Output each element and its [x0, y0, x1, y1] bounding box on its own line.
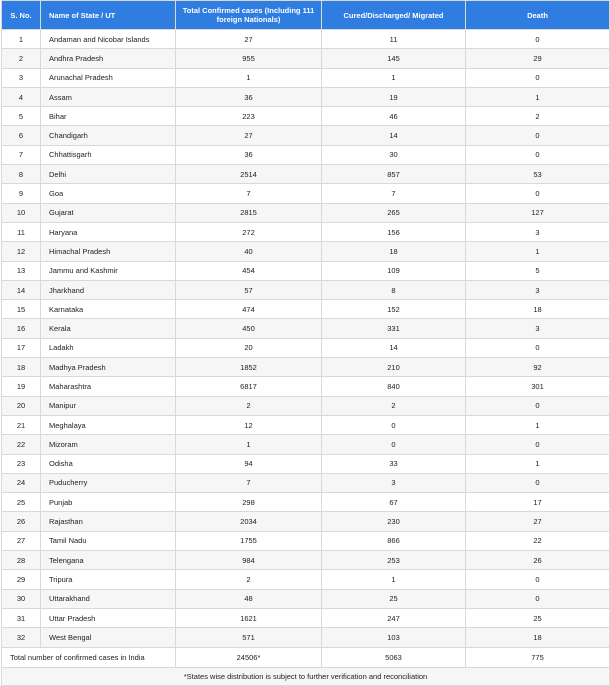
cell-state: Mizoram	[41, 435, 176, 454]
cell-death: 3	[466, 280, 610, 299]
cell-cured: 857	[322, 165, 466, 184]
cell-cured: 866	[322, 531, 466, 550]
cell-sno: 32	[2, 628, 41, 647]
cell-sno: 24	[2, 473, 41, 492]
cell-confirmed: 27	[176, 30, 322, 49]
cell-state: Rajasthan	[41, 512, 176, 531]
cell-sno: 7	[2, 145, 41, 164]
cell-cured: 1	[322, 570, 466, 589]
cell-cured: 265	[322, 203, 466, 222]
cell-sno: 6	[2, 126, 41, 145]
cell-sno: 4	[2, 87, 41, 106]
table-row	[2, 222, 610, 241]
cell-death: 26	[466, 551, 610, 570]
cell-sno: 29	[2, 570, 41, 589]
cell-cured: 0	[322, 435, 466, 454]
cell-death: 0	[466, 570, 610, 589]
cell-death: 1	[466, 454, 610, 473]
cell-cured: 156	[322, 222, 466, 241]
table-row	[2, 126, 610, 145]
cell-sno: 16	[2, 319, 41, 338]
cell-confirmed: 298	[176, 493, 322, 512]
cell-sno: 13	[2, 261, 41, 280]
cell-state: Karnataka	[41, 300, 176, 319]
cell-death: 3	[466, 222, 610, 241]
cell-cured: 2	[322, 396, 466, 415]
cell-death: 92	[466, 358, 610, 377]
cell-state: Gujarat	[41, 203, 176, 222]
cell-confirmed: 2034	[176, 512, 322, 531]
cell-sno: 1	[2, 30, 41, 49]
cell-state: Uttar Pradesh	[41, 608, 176, 627]
cell-cured: 30	[322, 145, 466, 164]
cell-confirmed: 48	[176, 589, 322, 608]
table-row	[2, 68, 610, 87]
cell-cured: 0	[322, 415, 466, 434]
cell-sno: 25	[2, 493, 41, 512]
cell-confirmed: 94	[176, 454, 322, 473]
table-row	[2, 396, 610, 415]
table-row	[2, 87, 610, 106]
cell-cured: 152	[322, 300, 466, 319]
cell-sno: 14	[2, 280, 41, 299]
total-label: Total number of confirmed cases in India	[2, 647, 176, 667]
cell-sno: 8	[2, 165, 41, 184]
cell-state: Tripura	[41, 570, 176, 589]
cell-confirmed: 40	[176, 242, 322, 261]
table-row	[2, 512, 610, 531]
cell-sno: 26	[2, 512, 41, 531]
cell-state: Puducherry	[41, 473, 176, 492]
cell-sno: 3	[2, 68, 41, 87]
table-row	[2, 628, 610, 647]
cell-confirmed: 1	[176, 435, 322, 454]
cell-state: Jharkhand	[41, 280, 176, 299]
cell-sno: 5	[2, 107, 41, 126]
header-sno: S. No.	[2, 1, 41, 30]
cell-cured: 1	[322, 68, 466, 87]
cell-confirmed: 12	[176, 415, 322, 434]
cell-sno: 22	[2, 435, 41, 454]
cell-cured: 11	[322, 30, 466, 49]
header-confirmed: Total Confirmed cases (Including 111 foreign Nationals)	[176, 1, 322, 30]
cell-sno: 23	[2, 454, 41, 473]
cell-sno: 11	[2, 222, 41, 241]
cell-confirmed: 2815	[176, 203, 322, 222]
cell-state: Haryana	[41, 222, 176, 241]
cell-state: Andhra Pradesh	[41, 49, 176, 68]
cell-sno: 9	[2, 184, 41, 203]
table-row	[2, 454, 610, 473]
cell-confirmed: 223	[176, 107, 322, 126]
table-row	[2, 358, 610, 377]
cell-confirmed: 20	[176, 338, 322, 357]
table-row	[2, 184, 610, 203]
cell-sno: 19	[2, 377, 41, 396]
cell-state: Arunachal Pradesh	[41, 68, 176, 87]
cell-death: 5	[466, 261, 610, 280]
table-row	[2, 493, 610, 512]
total-row	[2, 647, 610, 667]
cell-death: 17	[466, 493, 610, 512]
cell-confirmed: 1852	[176, 358, 322, 377]
cell-state: Tamil Nadu	[41, 531, 176, 550]
cell-state: Ladakh	[41, 338, 176, 357]
cell-cured: 247	[322, 608, 466, 627]
header-state: Name of State / UT	[41, 1, 176, 30]
cell-death: 3	[466, 319, 610, 338]
cell-state: West Bengal	[41, 628, 176, 647]
table-row	[2, 551, 610, 570]
table-row	[2, 165, 610, 184]
cell-confirmed: 1	[176, 68, 322, 87]
cell-sno: 10	[2, 203, 41, 222]
table-row	[2, 107, 610, 126]
cell-sno: 28	[2, 551, 41, 570]
cell-confirmed: 57	[176, 280, 322, 299]
cell-state: Andaman and Nicobar Islands	[41, 30, 176, 49]
cell-cured: 145	[322, 49, 466, 68]
cell-cured: 230	[322, 512, 466, 531]
cell-confirmed: 2	[176, 396, 322, 415]
cell-death: 0	[466, 473, 610, 492]
cell-sno: 20	[2, 396, 41, 415]
cell-death: 2	[466, 107, 610, 126]
table-row	[2, 338, 610, 357]
cell-confirmed: 454	[176, 261, 322, 280]
cell-confirmed: 7	[176, 184, 322, 203]
cell-state: Assam	[41, 87, 176, 106]
cell-sno: 17	[2, 338, 41, 357]
cell-death: 1	[466, 415, 610, 434]
cell-confirmed: 6817	[176, 377, 322, 396]
cell-cured: 3	[322, 473, 466, 492]
cell-confirmed: 36	[176, 145, 322, 164]
cell-state: Telengana	[41, 551, 176, 570]
cell-state: Chhattisgarh	[41, 145, 176, 164]
table-row	[2, 531, 610, 550]
cell-state: Goa	[41, 184, 176, 203]
cell-death: 0	[466, 126, 610, 145]
cell-state: Jammu and Kashmir	[41, 261, 176, 280]
cell-confirmed: 1621	[176, 608, 322, 627]
cell-sno: 21	[2, 415, 41, 434]
cell-confirmed: 27	[176, 126, 322, 145]
covid-state-table	[1, 0, 610, 686]
cell-death: 0	[466, 30, 610, 49]
cell-death: 29	[466, 49, 610, 68]
cell-state: Odisha	[41, 454, 176, 473]
cell-cured: 8	[322, 280, 466, 299]
table-header	[2, 1, 610, 30]
cell-cured: 18	[322, 242, 466, 261]
cell-state: Punjab	[41, 493, 176, 512]
cell-death: 18	[466, 628, 610, 647]
cell-death: 301	[466, 377, 610, 396]
table-row	[2, 261, 610, 280]
cell-state: Meghalaya	[41, 415, 176, 434]
cell-sno: 15	[2, 300, 41, 319]
cell-cured: 210	[322, 358, 466, 377]
header-cured: Cured/Discharged/ Migrated	[322, 1, 466, 30]
header-row	[2, 1, 610, 30]
table-row	[2, 30, 610, 49]
cell-death: 18	[466, 300, 610, 319]
cell-state: Bihar	[41, 107, 176, 126]
table-row	[2, 473, 610, 492]
total-death: 775	[466, 647, 610, 667]
table-row	[2, 608, 610, 627]
cell-sno: 31	[2, 608, 41, 627]
cell-confirmed: 1755	[176, 531, 322, 550]
cell-cured: 331	[322, 319, 466, 338]
cell-cured: 46	[322, 107, 466, 126]
cell-sno: 18	[2, 358, 41, 377]
table-row	[2, 435, 610, 454]
table-row	[2, 319, 610, 338]
cell-cured: 109	[322, 261, 466, 280]
cell-cured: 14	[322, 126, 466, 145]
cell-confirmed: 7	[176, 473, 322, 492]
cell-death: 0	[466, 184, 610, 203]
cell-death: 0	[466, 589, 610, 608]
total-cured: 5063	[322, 647, 466, 667]
cell-state: Madhya Pradesh	[41, 358, 176, 377]
cell-confirmed: 272	[176, 222, 322, 241]
cell-cured: 7	[322, 184, 466, 203]
cell-confirmed: 984	[176, 551, 322, 570]
header-death: Death	[466, 1, 610, 30]
cell-confirmed: 571	[176, 628, 322, 647]
cell-death: 0	[466, 396, 610, 415]
cell-sno: 30	[2, 589, 41, 608]
table-row	[2, 570, 610, 589]
cell-confirmed: 36	[176, 87, 322, 106]
cell-state: Maharashtra	[41, 377, 176, 396]
cell-death: 27	[466, 512, 610, 531]
cell-confirmed: 2	[176, 570, 322, 589]
cell-death: 0	[466, 145, 610, 164]
cell-death: 1	[466, 87, 610, 106]
cell-death: 127	[466, 203, 610, 222]
note-row	[2, 667, 610, 685]
cell-cured: 25	[322, 589, 466, 608]
table-body	[2, 30, 610, 686]
cell-state: Manipur	[41, 396, 176, 415]
table-row	[2, 300, 610, 319]
cell-death: 25	[466, 608, 610, 627]
cell-state: Chandigarh	[41, 126, 176, 145]
cell-death: 53	[466, 165, 610, 184]
cell-cured: 33	[322, 454, 466, 473]
cell-death: 22	[466, 531, 610, 550]
cell-sno: 12	[2, 242, 41, 261]
table-row	[2, 415, 610, 434]
cell-death: 0	[466, 68, 610, 87]
table-row	[2, 49, 610, 68]
cell-confirmed: 2514	[176, 165, 322, 184]
cell-sno: 27	[2, 531, 41, 550]
cell-cured: 253	[322, 551, 466, 570]
cell-confirmed: 955	[176, 49, 322, 68]
cell-confirmed: 450	[176, 319, 322, 338]
cell-cured: 14	[322, 338, 466, 357]
table-row	[2, 145, 610, 164]
cell-confirmed: 474	[176, 300, 322, 319]
cell-cured: 19	[322, 87, 466, 106]
footnote: *States wise distribution is subject to further verification and reconciliation	[2, 667, 610, 685]
cell-death: 0	[466, 435, 610, 454]
cell-cured: 840	[322, 377, 466, 396]
table-row	[2, 280, 610, 299]
cell-state: Himachal Pradesh	[41, 242, 176, 261]
total-confirmed: 24506*	[176, 647, 322, 667]
table-row	[2, 203, 610, 222]
cell-state: Uttarakhand	[41, 589, 176, 608]
cell-cured: 103	[322, 628, 466, 647]
table-row	[2, 242, 610, 261]
cell-death: 0	[466, 338, 610, 357]
cell-sno: 2	[2, 49, 41, 68]
cell-cured: 67	[322, 493, 466, 512]
table-row	[2, 589, 610, 608]
cell-state: Delhi	[41, 165, 176, 184]
cell-death: 1	[466, 242, 610, 261]
table-row	[2, 377, 610, 396]
cell-state: Kerala	[41, 319, 176, 338]
